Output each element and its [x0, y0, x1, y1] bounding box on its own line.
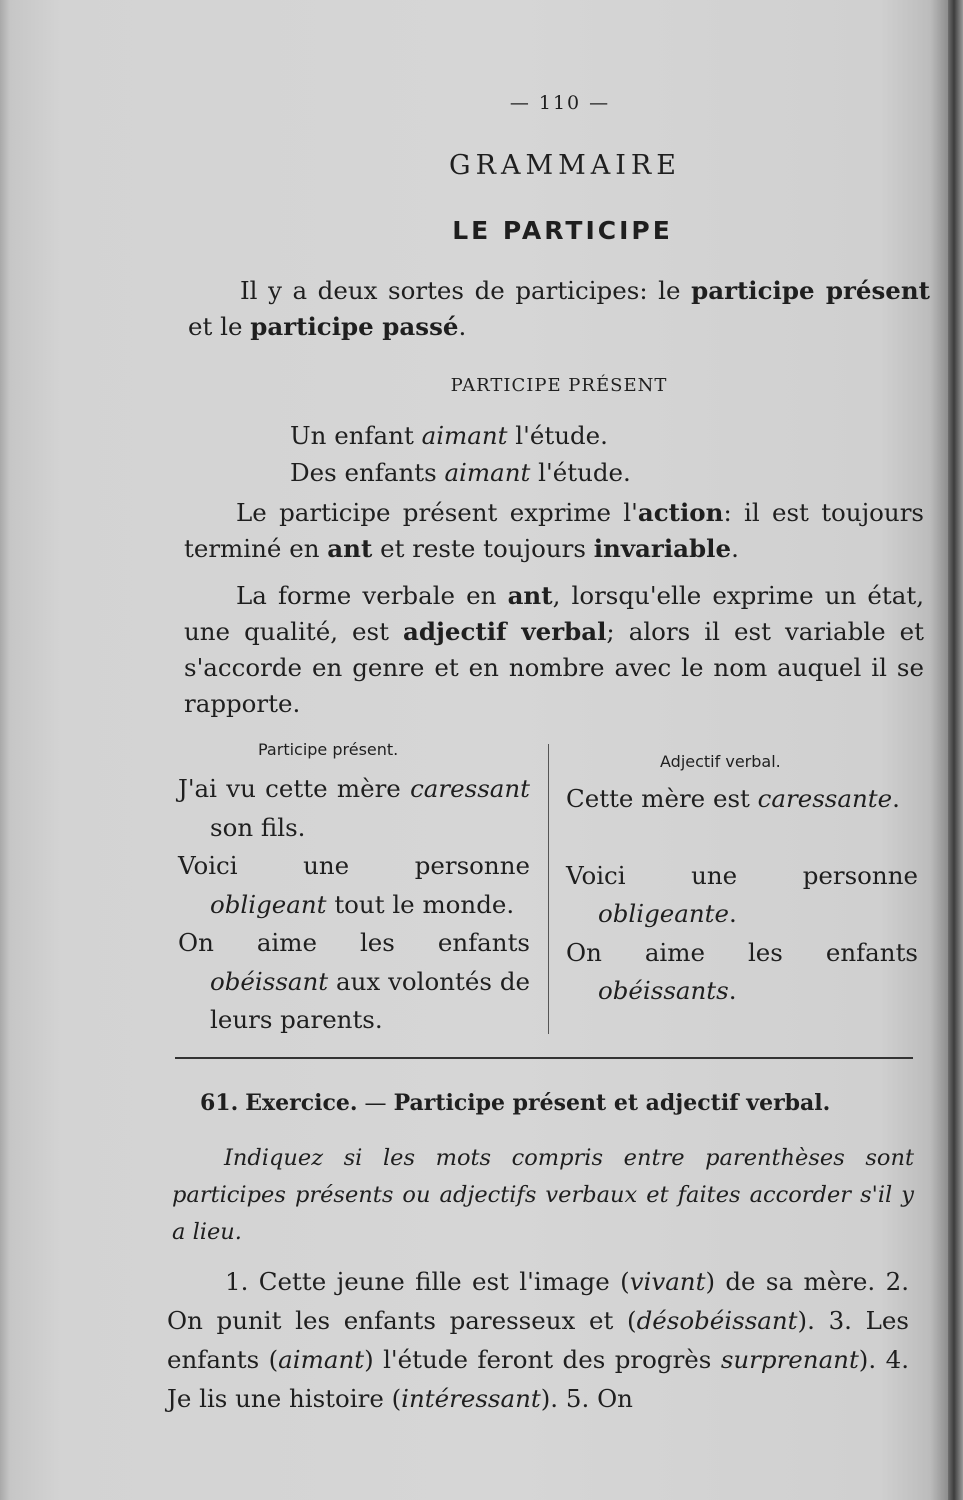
left-column-header: Participe présent. [258, 740, 399, 759]
right-column [566, 780, 918, 1011]
section-heading: GRAMMAIRE [449, 150, 681, 181]
chapter-title: LE PARTICIPE [452, 216, 673, 245]
right-example-2: Voici une personne obligeante. [566, 860, 918, 928]
example-line-1: Un enfant aimant l'étude. [290, 421, 608, 450]
exercise-instruction: Indiquez si les mots compris entre parenthèses sont participes présents ou adjectifs verbaux et faites accorder s'il y a lieu. [172, 1145, 914, 1245]
exercise-item-2: 2. On punit les enfants paresseux et (désobéissant). [167, 1267, 910, 1335]
page-number: — 110 — [509, 92, 611, 114]
right-column-header: Adjectif verbal. [660, 752, 781, 771]
example-line-2: Des enfants aimant l'étude. [290, 458, 631, 487]
left-example-3: On aime les enfants obéissant aux volontés de leurs parents. [178, 928, 530, 1034]
left-example-1: J'ai vu cette mère caressant son fils. [178, 774, 530, 842]
right-example-3: On aime les enfants obéissants. [566, 937, 918, 1005]
left-column [178, 770, 530, 1040]
exercise-item-3: 3. Les enfants (aimant) l'étude feront des progrès surprenant). [167, 1306, 909, 1374]
exercise-sentences [167, 1262, 909, 1418]
exercise-title: 61. Exercice. — Participe présent et adjectif verbal. [200, 1090, 831, 1116]
exercise-item-1: 1. Cette jeune fille est l'image (vivant) de sa mère. [225, 1267, 876, 1296]
subsection-heading: PARTICIPE PRÉSENT [450, 375, 668, 396]
intro-paragraph: Il y a deux sortes de participes: le participe présent et le participe passé. [188, 276, 930, 341]
right-example-1: Cette mère est caressante. [566, 784, 900, 813]
exercise-item-5: 5. On [565, 1384, 633, 1413]
rule-paragraph-1: Le participe présent exprime l'action: il est toujours terminé en ant et reste toujours invariable. [184, 498, 924, 563]
section-rule [175, 1057, 913, 1059]
left-example-2: Voici une personne obligeant tout le monde. [178, 851, 530, 919]
exercise-item-4: 4. Je lis une histoire (intéressant). [167, 1345, 910, 1413]
rule-paragraph-2: La forme verbale en ant, lorsqu'elle exprime un état, une qualité, est adjectif verbal; alors il est variable et s'accorde en genre et en nombre avec le nom auquel il se rapporte. [184, 581, 924, 718]
column-divider [548, 744, 549, 1034]
